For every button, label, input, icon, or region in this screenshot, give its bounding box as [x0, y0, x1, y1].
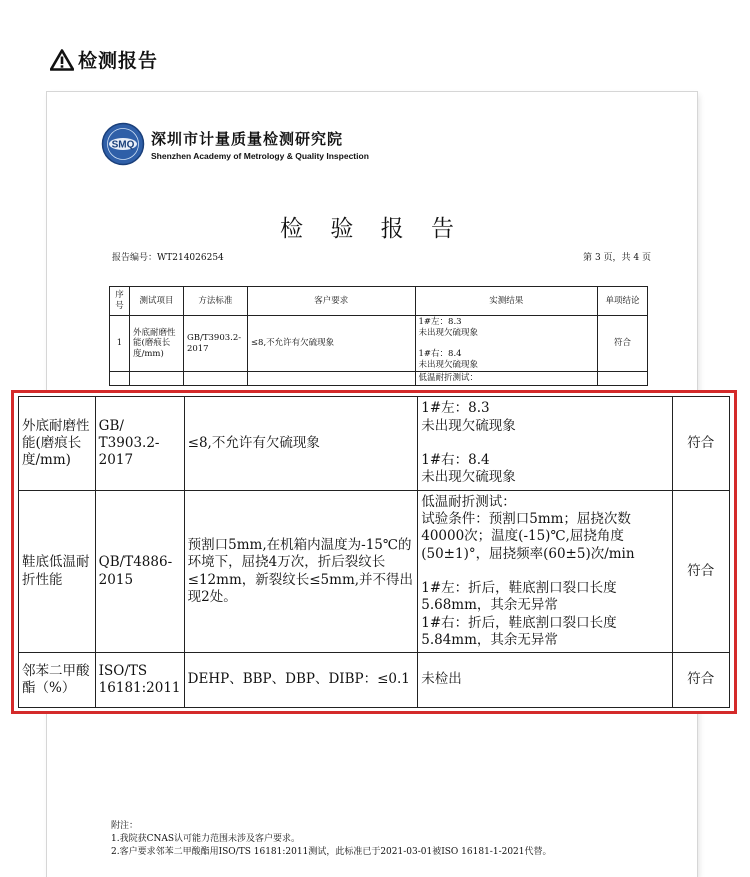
table-row [19, 491, 730, 653]
method-standard: GB/T3903.2-2017 [183, 316, 247, 372]
table-row [110, 372, 648, 386]
results-table-small [109, 286, 648, 386]
org-logo [101, 122, 369, 166]
test-item: 鞋底低温耐折性能 [19, 491, 96, 653]
warning-icon [50, 49, 74, 71]
org-name-en: Shenzhen Academy of Metrology & Quality Inspection [151, 150, 369, 161]
test-item: 外底耐磨性能(磨痕长度/mm) [129, 316, 183, 372]
page-heading [50, 46, 158, 73]
footer-note: 1.我院获CNAS认可能力范围未涉及客户要求。 [111, 834, 301, 845]
table-row [19, 397, 730, 491]
method-standard: ISO/TS 16181:2011 [95, 653, 184, 708]
org-name-cn: 深圳市计量质量检测研究院 [151, 129, 344, 148]
smq-badge-icon [101, 122, 145, 166]
table-row [110, 316, 648, 372]
zoomed-table-highlight [11, 390, 737, 714]
col-header: 客户要求 [247, 287, 415, 316]
test-result: 1#左：8.3 未出现欠硫现象 1#右：8.4 未出现欠硫现象 [415, 316, 598, 372]
customer-requirement: 预割口5mm,在机箱内温度为-15℃的环境下，屈挠4万次，折后裂纹长≤12mm，新裂纹长≤5mm,并不得出现2处。 [184, 491, 418, 653]
test-item: 外底耐磨性能(磨痕长度/mm) [19, 397, 96, 491]
footer-note: 2.客户要求邻苯二甲酸酯用ISO/TS 16181:2011测试，此标准已于2021-03-01被ISO 16181-1-2021代替。 [111, 847, 552, 858]
col-header: 测试项目 [129, 287, 183, 316]
test-item: 邻苯二甲酸酯（%） [19, 653, 96, 708]
test-result: 低温耐折测试： 试验条件：预割口5mm；屈挠次数40000次；温度(-15)℃,屈挠角度(50±1)°，屈挠频率(60±5)次/min 1#左：折后，鞋底割口裂口长度5.68mm，其余无异常 1#右：折后，鞋底割口裂口长度5.84mm，其余无异常 [418, 491, 672, 653]
customer-requirement: ≤8,不允许有欠硫现象 [184, 397, 418, 491]
test-result: 1#左：8.3 未出现欠硫现象 1#右：8.4 未出现欠硫现象 [418, 397, 672, 491]
method-standard: QB/T4886- 2015 [95, 491, 184, 653]
col-header: 单项结论 [598, 287, 648, 316]
test-result: 低温耐折测试： [415, 372, 598, 386]
conclusion: 符合 [672, 397, 729, 491]
conclusion: 符合 [672, 653, 729, 708]
col-header: 方法标准 [183, 287, 247, 316]
svg-text:SMQ: SMQ [111, 139, 135, 151]
col-header: 实测结果 [415, 287, 598, 316]
method-standard: GB/ T3903.2- 2017 [95, 397, 184, 491]
col-header: 序号 [110, 287, 130, 316]
customer-requirement: ≤8,不允许有欠硫现象 [247, 316, 415, 372]
conclusion: 符合 [598, 316, 648, 372]
report-title: 检 验 报 告 [280, 216, 464, 242]
page-number: 第 3 页，共 4 页 [583, 253, 651, 263]
report-number: 报告编号：WT214026254 [112, 253, 224, 263]
conclusion: 符合 [672, 491, 729, 653]
table-header-row [110, 287, 648, 316]
page-title: 检测报告 [78, 50, 159, 72]
customer-requirement: DEHP、BBP、DBP、DIBP：≤0.1 [184, 653, 418, 708]
test-result: 未检出 [418, 653, 672, 708]
footer-label: 附注： [111, 821, 139, 831]
row-number: 1 [110, 316, 130, 372]
results-table-zoomed [18, 396, 730, 708]
table-row [19, 653, 730, 708]
footer-notes [111, 820, 552, 859]
